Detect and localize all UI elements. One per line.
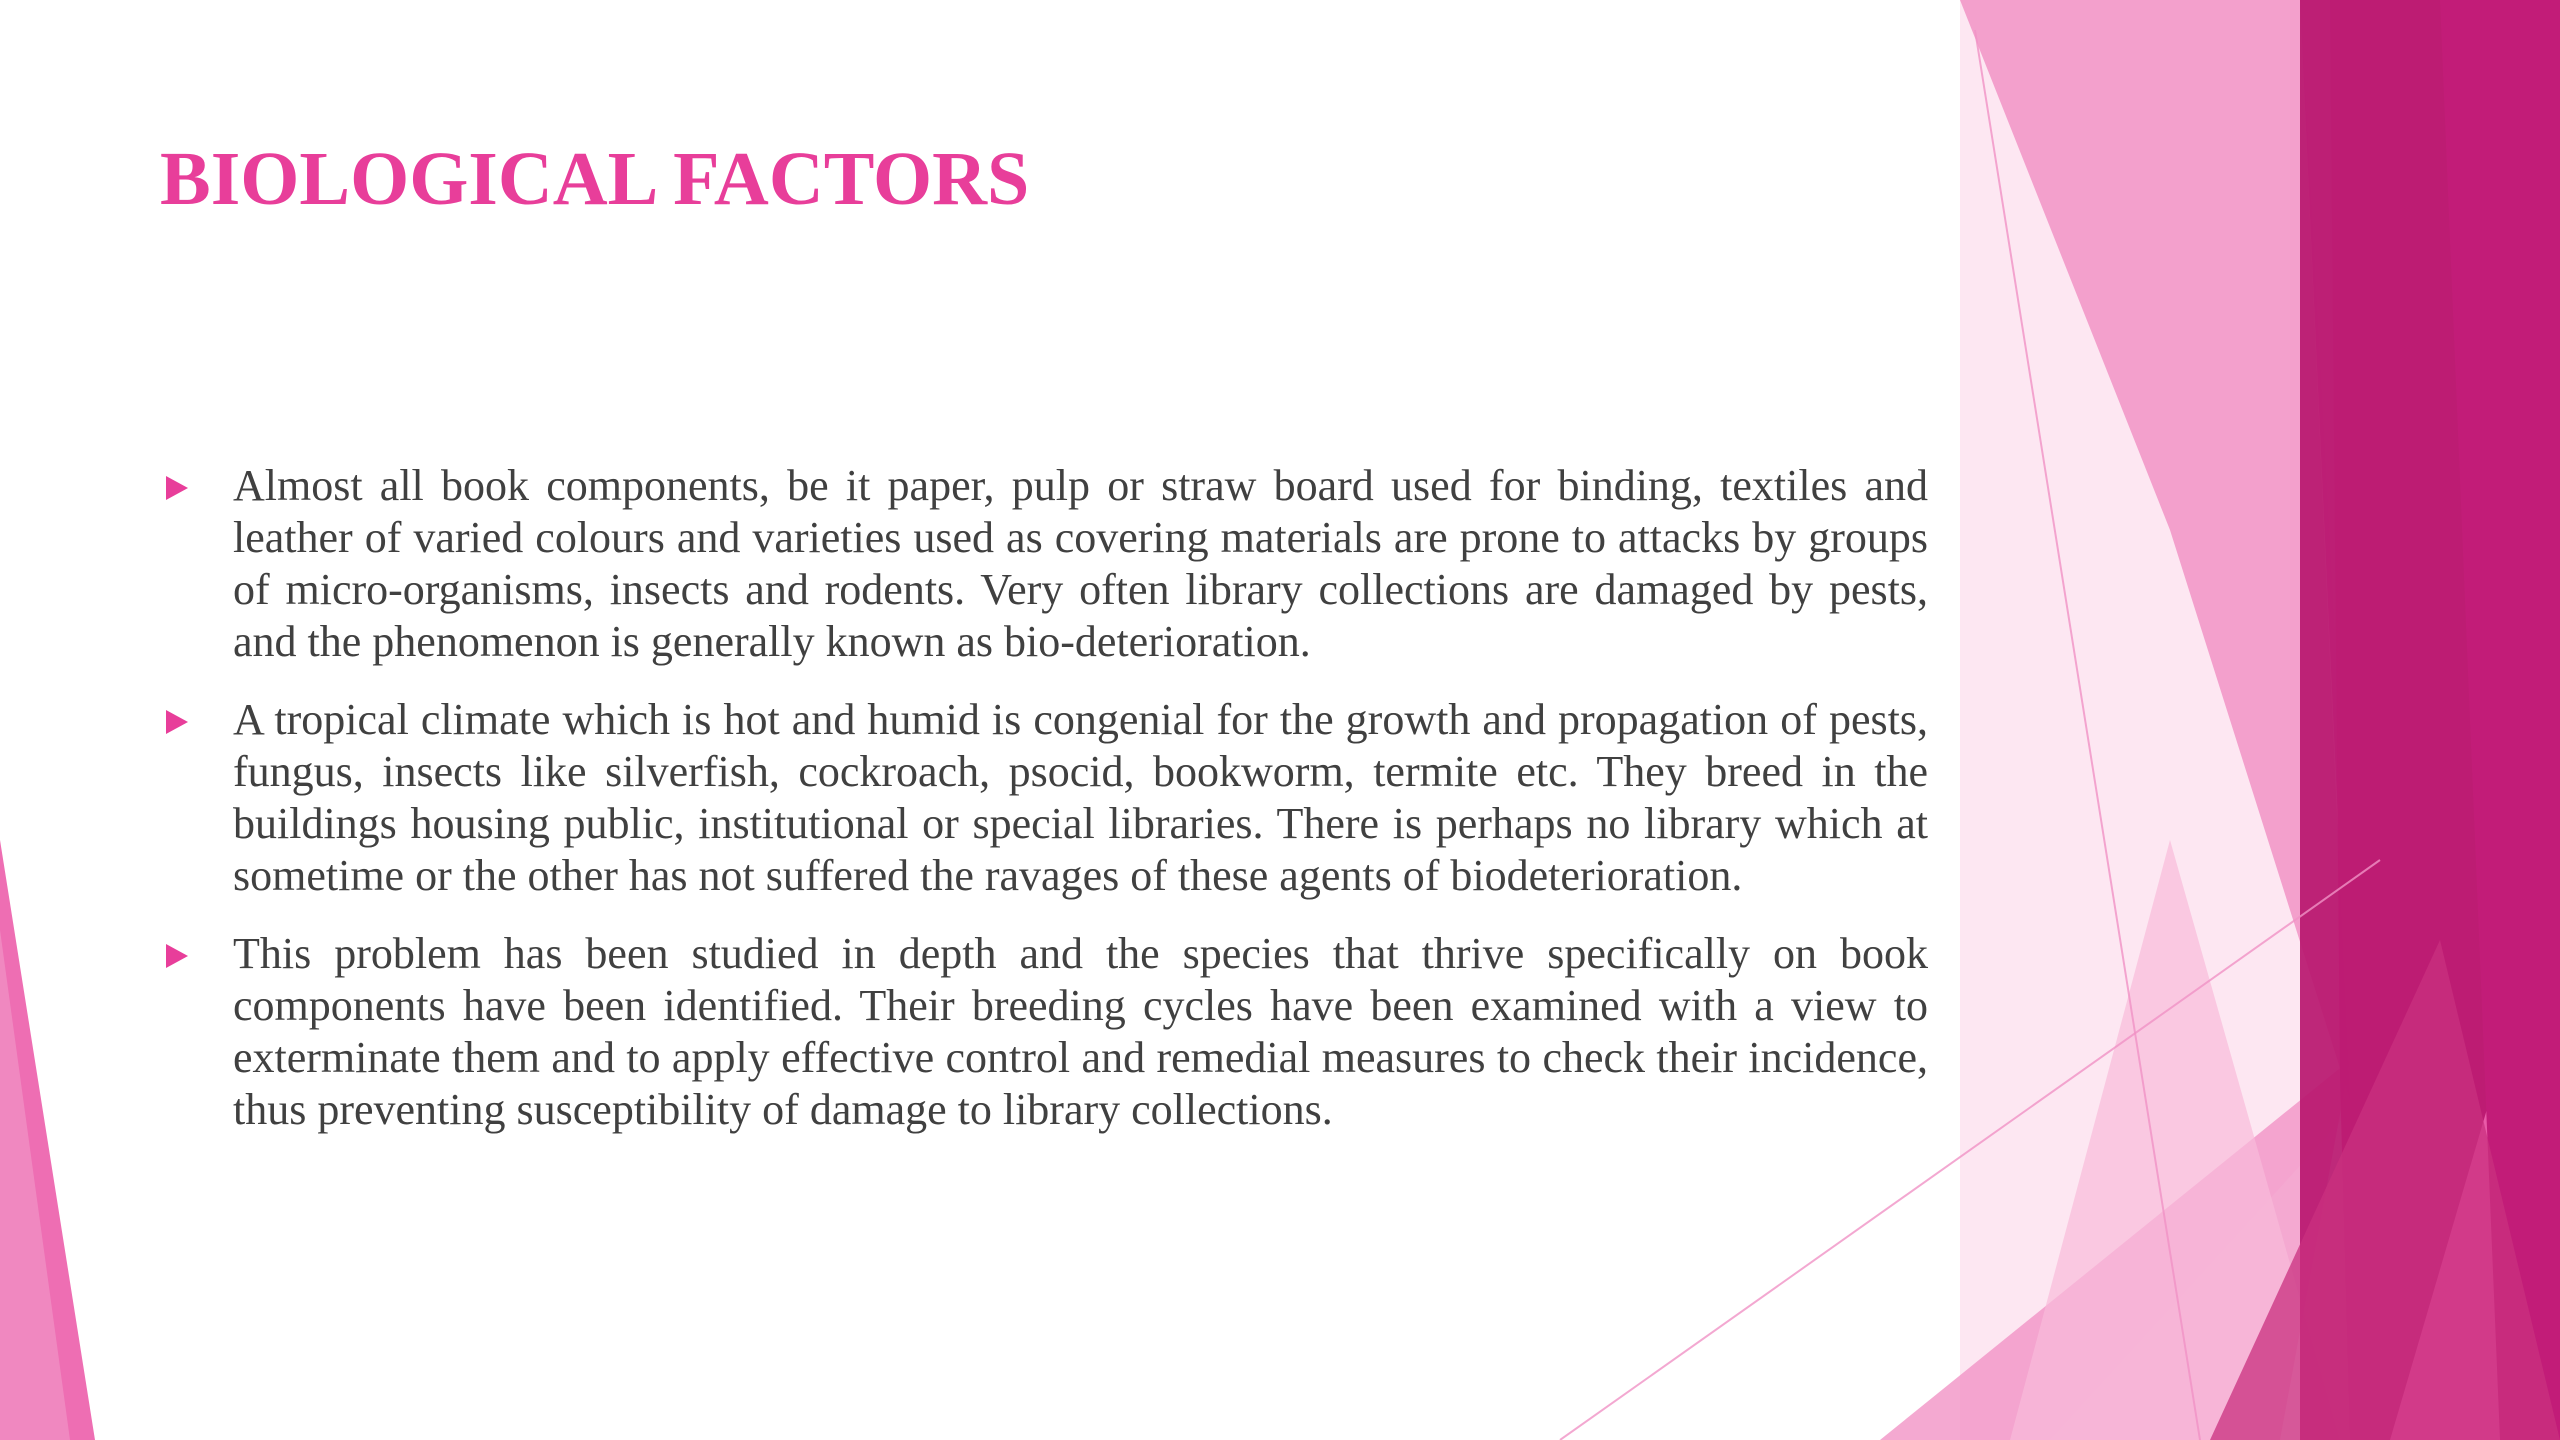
bullet-text: This problem has been studied in depth and the species that thrive specifically on book components have been identified. Their breeding cycles have been examined with a view to exterminate them and to apply effective control and remedial measures to check their incidence, thus preventing susceptibility of damage to library collections. [233,929,1928,1134]
triangle-right-icon [166,710,188,734]
slide-title: BIOLOGICAL FACTORS [160,137,1030,221]
bullet-item [160,694,1928,902]
bullet-text: A tropical climate which is hot and humid is congenial for the growth and propagation of pests, fungus, insects like silverfish, cockroach, psocid, bookworm, termite etc. They breed in the buildings housing public, institutional or special libraries. There is perhaps no library which at sometime or the other has not suffered the ravages of these agents of biodeterioration. [233,695,1928,900]
decor-left-sliver-light [0,930,70,1440]
bullet-list [160,460,1928,1162]
bullet-item [160,928,1928,1136]
triangle-right-icon [166,944,188,968]
bullet-item [160,460,1928,668]
triangle-right-icon [166,476,188,500]
bullet-text: Almost all book components, be it paper, pulp or straw board used for binding, textiles and leather of varied colours and varieties used as covering materials are prone to attacks by groups of micro-organisms, insects and rodents. Very often library collections are damaged by pests, and the phenomenon is generally known as bio-deterioration. [233,461,1928,666]
